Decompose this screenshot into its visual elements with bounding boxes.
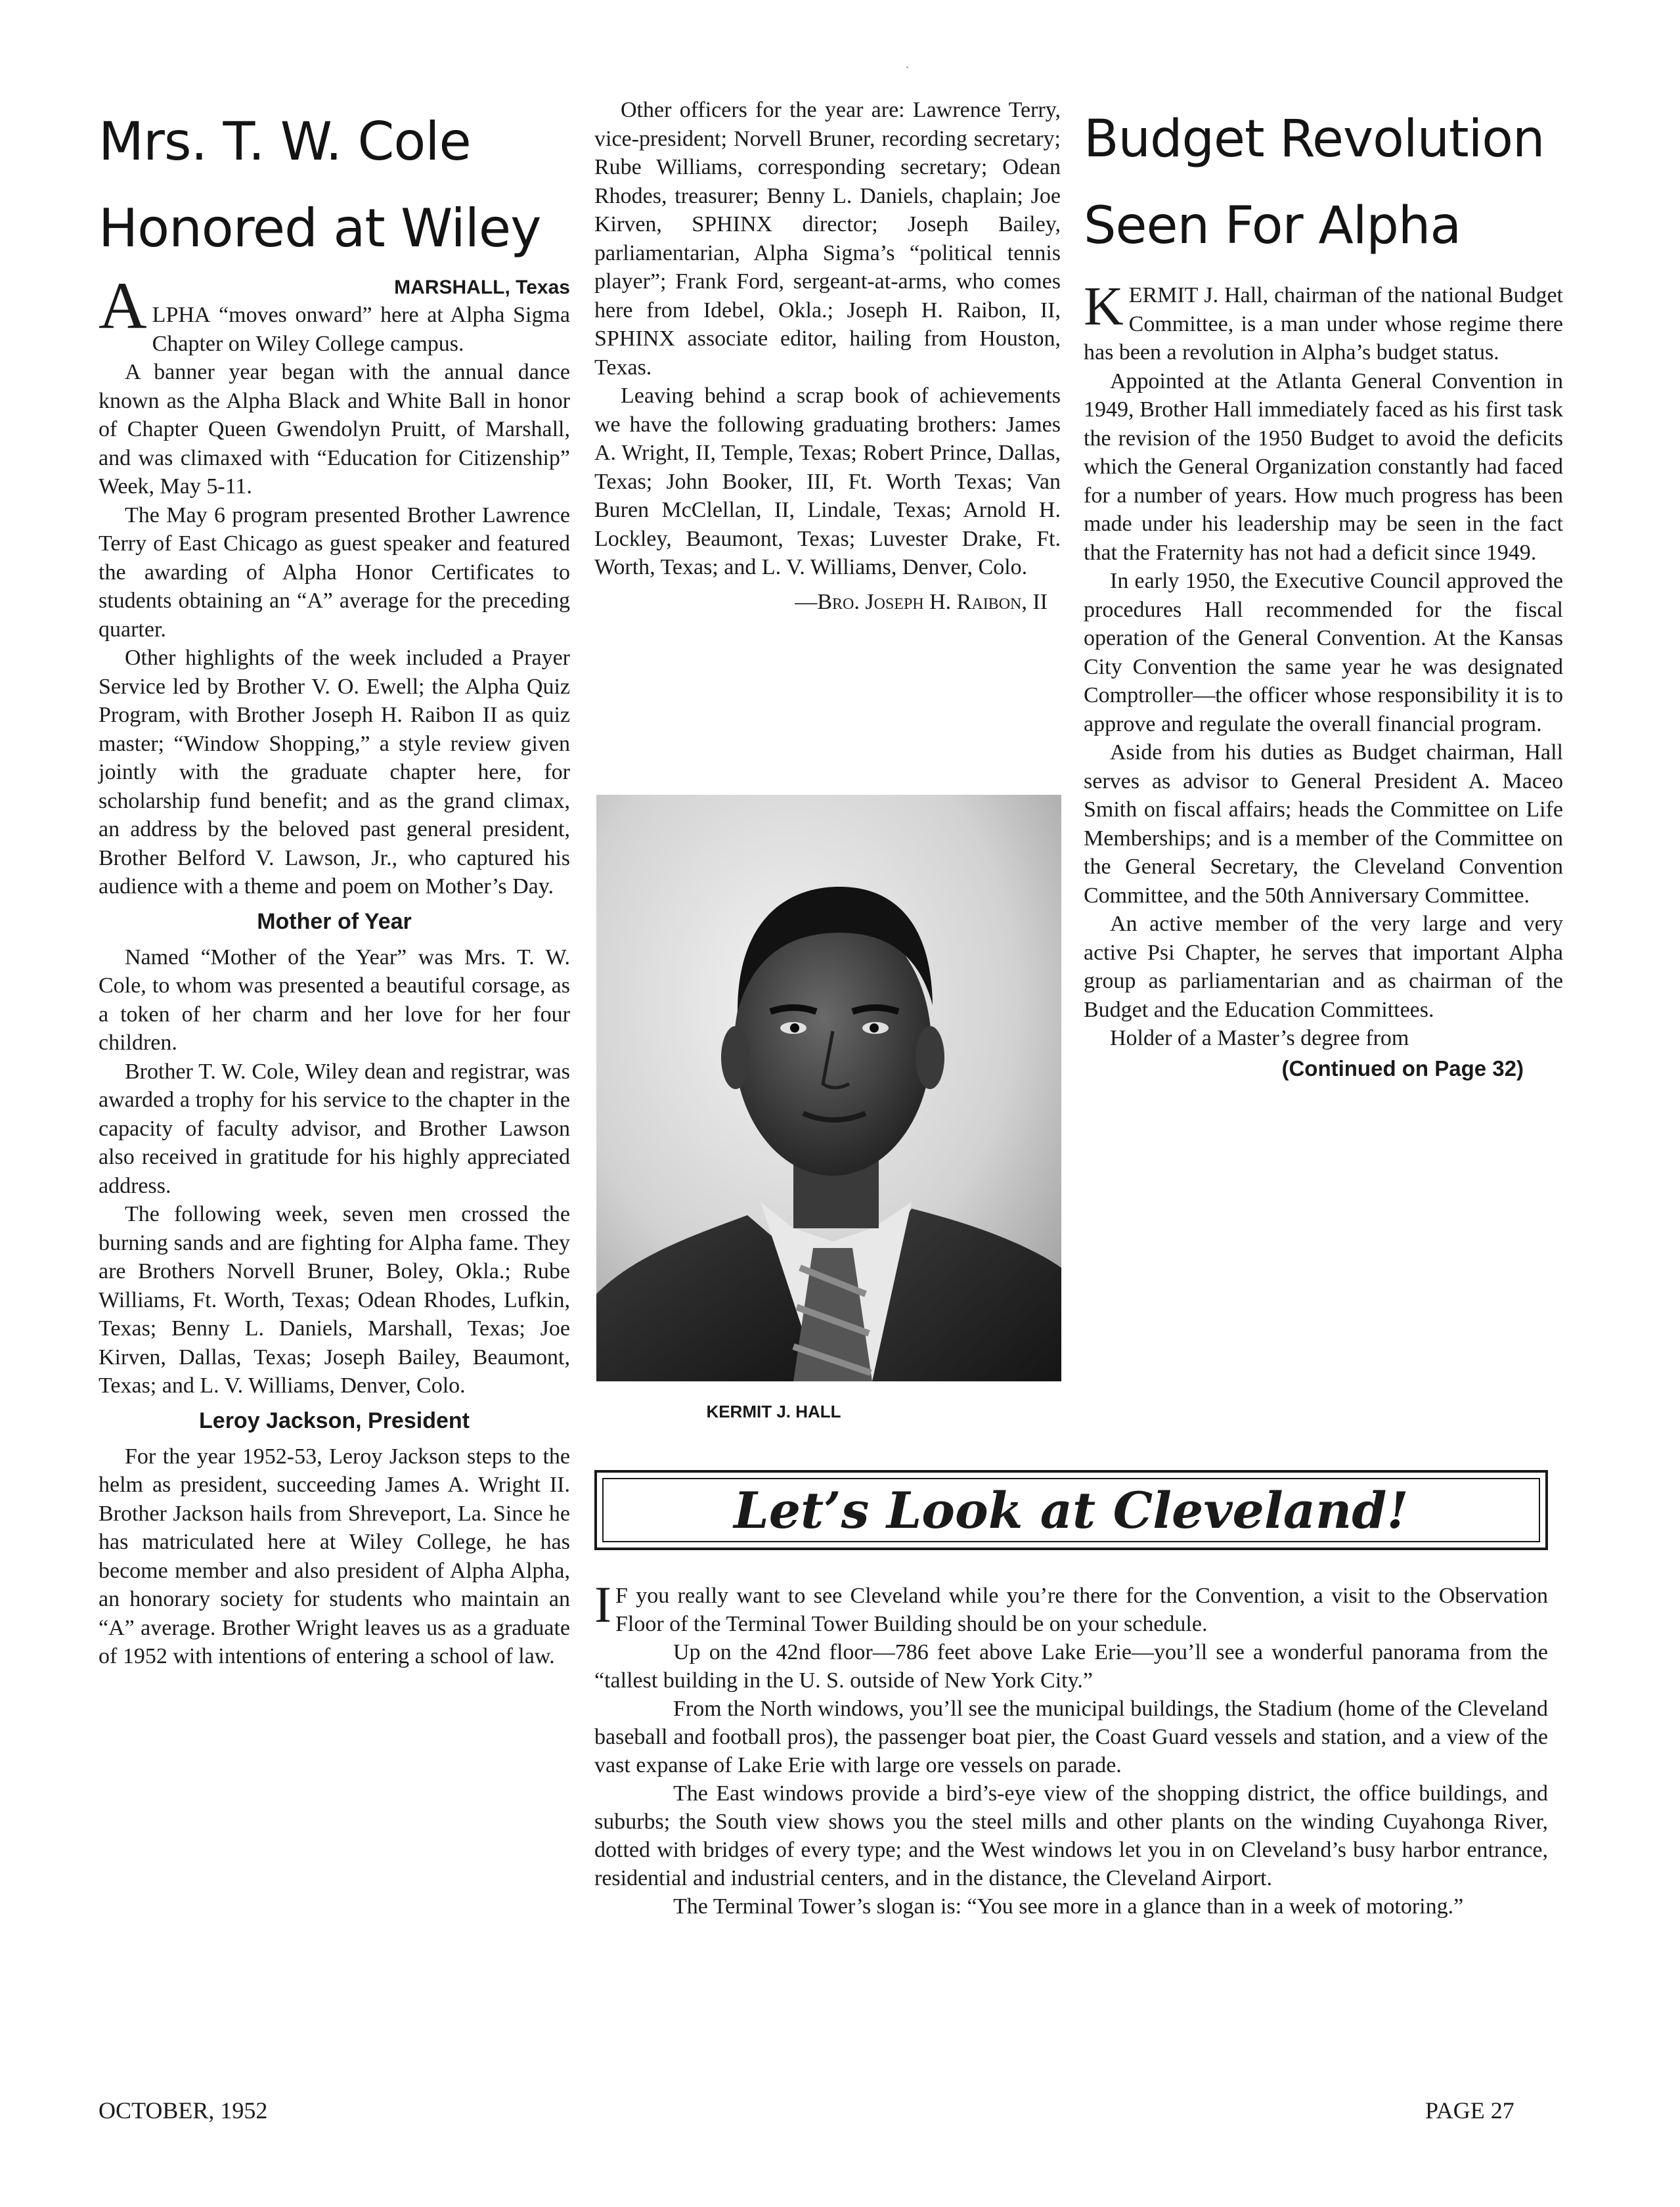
article-cole-continued — [594, 96, 1061, 617]
dropcap: K — [1084, 276, 1124, 337]
paragraph: Leaving behind a scrap book of achievements we have the following graduating brothers: James A. Wright, II, Temple, Texas; Robert Prince, Dallas, Texas; John Booker, III, Ft. Worth Texas; Van Buren McClellan, II, Lindale, Texas; Arnold H. Lockley, Beaumont, Texas; Luvester Drake, Ft. Worth, Texas; and L. V. Williams, Denver, Colo. — [594, 384, 1061, 579]
author-signature: —Bro. Joseph H. Raibon, II — [795, 589, 1048, 614]
paragraph: A banner year began with the annual dance known as the Alpha Black and White Ball in honor of Chapter Queen Gwendolyn Pruitt, of Marshall, and was climaxed with “Education for Citizenship” Week, May 5-11. — [99, 360, 570, 499]
headline-line-1: Mrs. T. W. Cole — [99, 111, 471, 172]
paragraph: The East windows provide a bird’s-eye view of the shopping district, the office buildings, and suburbs; the South view shows you the steel mills and other plants on the winding Cuyahonga River, dotted with bridges of every type; and the West windows let you in on Cleveland’s busy harbor entrance, residential and industrial centers, and in the distance, the Cleveland Airport. — [594, 1781, 1548, 1890]
cleveland-banner — [594, 1470, 1548, 1550]
lead-paragraph — [1084, 276, 1563, 367]
article-budget — [1084, 96, 1563, 1083]
continued-on-page: (Continued on Page 32) — [1281, 1056, 1524, 1081]
print-mark: · — [905, 60, 910, 75]
portrait-photo — [596, 795, 1061, 1381]
headline-line-2: Seen For Alpha — [1084, 196, 1461, 256]
subhead-leroy-jackson: Leroy Jackson, President — [199, 1408, 470, 1433]
paragraph: Up on the 42nd floor—786 feet above Lake Erie—you’ll see a wonderful panorama from the “tallest building in the U. S. outside of New York City.” — [594, 1640, 1548, 1693]
paragraph: In early 1950, the Executive Council approved the procedures Hall recommended for the fiscal operation of the General Convention. At the Kansas City Convention the same year he was designated Comptroller—the officer whose responsibility it is to approve and regulate the overall financial program. — [1084, 569, 1563, 736]
lead-paragraph — [99, 301, 570, 358]
paragraph: Holder of a Master’s degree from — [1110, 1026, 1409, 1050]
lead-paragraph — [594, 1576, 1548, 1638]
paragraph: Appointed at the Atlanta General Convention in 1949, Brother Hall immediately faced as his first task the revision of the 1950 Budget to avoid the deficits which the General Organization constantly had faced for a number of years. How much progress has been made under his leadership may be seen in the fact that the Fraternity has not had a deficit since 1949. — [1084, 368, 1563, 565]
cleveland-title: Let’s Look at Cleveland! — [734, 1481, 1409, 1540]
dateline: MARSHALL, Texas — [394, 277, 570, 298]
paragraph: The Terminal Tower’s slogan is: “You see more in a glance than in a week of motoring.” — [673, 1894, 1464, 1919]
lead-rest: “moves onward” here at Alpha Sigma Chapter on Wiley College campus. — [152, 303, 570, 356]
dropcap: I — [594, 1576, 611, 1633]
headline-line-1: Budget Revolution — [1084, 110, 1545, 169]
article-cole — [99, 99, 570, 1671]
footer-page-number: PAGE 27 — [1425, 2097, 1514, 2124]
article-cole-headline — [99, 99, 570, 272]
paragraph: From the North windows, you’ll see the municipal buildings, the Stadium (home of the Cleveland baseball and football pros), the passenger boat pier, the Coast Guard vessels and station, and a view of the vast expanse of Lake Erie with large ore vessels on parade. — [594, 1697, 1548, 1777]
paragraph: Brother T. W. Cole, Wiley dean and registrar, was awarded a trophy for his service to the chapter in the capacity of faculty advisor, and Brother Lawson also received in gratitude for his highly appreciated address. — [99, 1059, 570, 1198]
dropcap: A — [99, 269, 147, 343]
lead-rest: J. Hall, chairman of the national Budget Committee, is a man under whose regime there has been a revolution in Alpha’s budget status. — [1084, 283, 1563, 365]
lead-smallcaps: LPHA — [152, 303, 211, 327]
paragraph: An active member of the very large and very active Psi Chapter, he serves that important Alpha group as parliamentarian and as chairman of the Budget and the Education Committees. — [1084, 912, 1563, 1022]
photo-caption: KERMIT J. HALL — [706, 1402, 841, 1421]
headline-line-2: Honored at Wiley — [99, 198, 541, 259]
lead-rest: F you really want to see Cleveland while you’re there for the Convention, a visit to the Observation Floor of the Terminal Tower Building should be on your schedule. — [615, 1584, 1548, 1636]
subhead-mother-of-year: Mother of Year — [257, 908, 412, 934]
lead-paragraph-wrap — [1084, 276, 1563, 367]
paragraph: For the year 1952-53, Leroy Jackson steps to the helm as president, succeeding James A. Wright II. Brother Jackson hails from Shreveport, La. Since he has matriculated here at Wiley College, he has become member and also president of Alpha Alpha, an honorary society for students who maintain an “A” average. Brother Wright leaves us as a graduate of 1952 with intentions of entering a school of law. — [99, 1444, 570, 1668]
lead-smallcaps: ERMIT — [1128, 283, 1199, 307]
paragraph: Named “Mother of the Year” was Mrs. T. W. Cole, to whom was presented a beautiful corsage, as a token of her charm and her love for her four children. — [99, 945, 570, 1055]
paragraph: Aside from his duties as Budget chairman, Hall serves as advisor to General President A. Maceo Smith on fiscal affairs; heads the Committee on Life Memberships; and is a member of the Committee on the General Secretary, the Cleveland Convention Committee, and the 50th Anniversary Committee. — [1084, 740, 1563, 908]
paragraph: Other officers for the year are: Lawrence Terry, vice-president; Norvell Bruner, recording secretary; Rube Williams, corresponding secretary; Odean Rhodes, treasurer; Benny L. Daniels, chaplain; Joe Kirven, SPHINX director; Joseph Bailey, parliamentarian, Alpha Sigma’s “political tennis player”; Frank Ford, sergeant-at-arms, who comes here from Idebel, Okla.; Joseph H. Raibon, II, SPHINX associate editor, hailing from Houston, Texas. — [594, 98, 1061, 380]
paragraph: The May 6 program presented Brother Lawrence Terry of East Chicago as guest speaker and featured the awarding of Alpha Honor Certificates to students obtaining an “A” average for the preceding quarter. — [99, 502, 570, 642]
lead-paragraph-wrap — [99, 269, 570, 358]
footer-date: OCTOBER, 1952 — [99, 2097, 268, 2124]
paragraph: Other highlights of the week included a Prayer Service led by Brother V. O. Ewell; the Alpha Quiz Program, with Brother Joseph H. Raibon II as quiz master; “Window Shopping,” a style review given jointly with the graduate chapter here, for scholarship fund benefit; and as the grand climax, an address by the beloved past general president, Brother Belford V. Lawson, Jr., who captured his audience with a theme and poem on Mother’s Day. — [99, 646, 570, 899]
article-budget-headline — [1084, 96, 1563, 269]
paragraph: The following week, seven men crossed the burning sands and are fighting for Alpha fame. They are Brothers Norvell Bruner, Boley, Okla.; Rube Williams, Ft. Worth, Texas; Odean Rhodes, Lufkin, Texas; Benny L. Daniels, Marshall, Texas; Joe Kirven, Dallas, Texas; Joseph Bailey, Beaumont, Texas; and L. V. Williams, Denver, Colo. — [99, 1202, 570, 1398]
article-cleveland — [594, 1576, 1548, 1921]
